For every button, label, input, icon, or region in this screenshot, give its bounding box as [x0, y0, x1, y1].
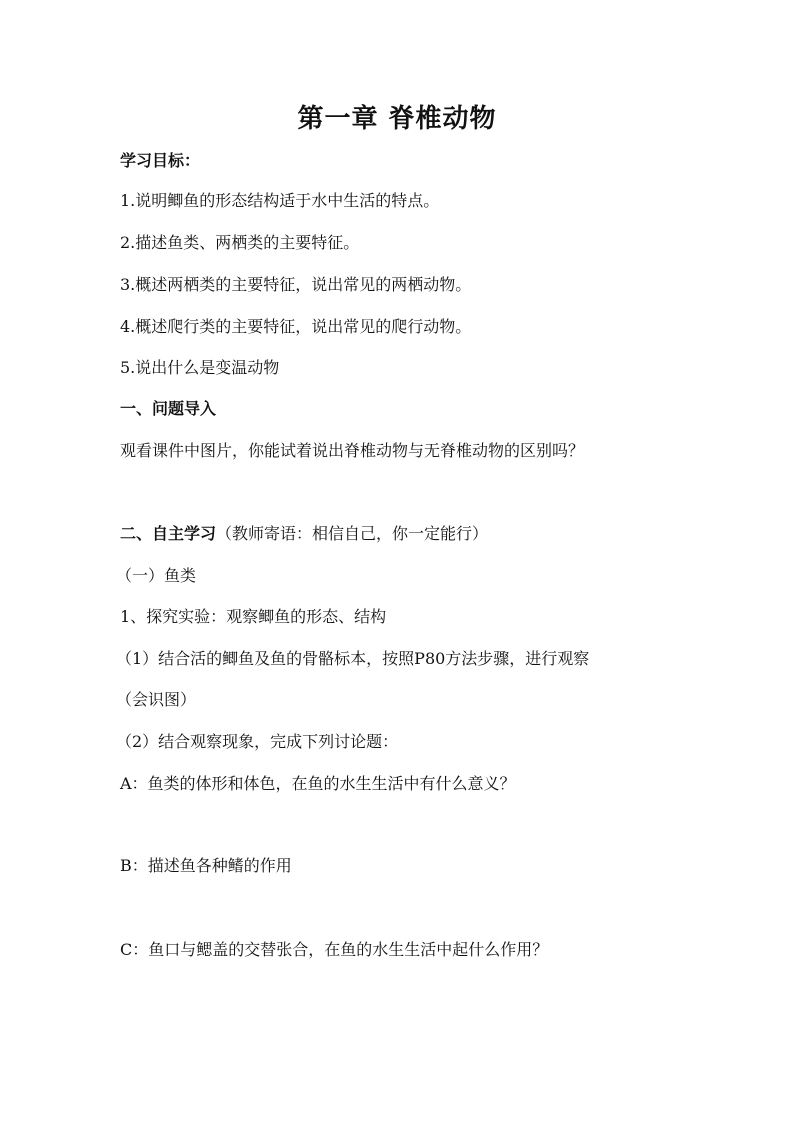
goal-item-3: 3.概述两栖类的主要特征，说出常见的两栖动物。 — [120, 275, 472, 294]
step1-line2: （会识图） — [116, 690, 197, 709]
section2-line — [120, 523, 488, 545]
section1-heading: 一、问题导入 — [120, 399, 217, 418]
section2-note: （教师寄语：相信自己，你一定能行） — [216, 524, 489, 543]
goal-item-4: 4.概述爬行类的主要特征，说出常见的爬行动物。 — [120, 317, 472, 336]
question-a: A：鱼类的体形和体色，在鱼的水生生活中有什么意义？ — [120, 774, 516, 793]
goals-heading: 学习目标： — [120, 151, 201, 170]
section1-text: 观看课件中图片，你能试着说出脊椎动物与无脊椎动物的区别吗？ — [120, 441, 585, 460]
page-title: 第一章 脊椎动物 — [297, 104, 497, 134]
subsection-fish: （一）鱼类 — [116, 566, 197, 585]
goal-item-2: 2.描述鱼类、两栖类的主要特征。 — [120, 233, 360, 252]
goal-item-5: 5.说出什么是变温动物 — [120, 358, 280, 377]
section2-heading: 二、自主学习 — [120, 524, 217, 543]
goal-item-1: 1.说明鲫鱼的形态结构适于水中生活的特点。 — [120, 191, 440, 210]
question-b: B：描述鱼各种鳍的作用 — [120, 856, 292, 875]
step1-line1: （1）结合活的鲫鱼及鱼的骨骼标本，按照P80方法步骤，进行观察 — [116, 649, 590, 668]
step2: （2）结合观察现象，完成下列讨论题： — [116, 732, 399, 751]
question-c: C：鱼口与鳃盖的交替张合，在鱼的水生生活中起什么作用？ — [120, 940, 549, 959]
experiment-item: 1、探究实验：观察鲫鱼的形态、结构 — [120, 607, 387, 626]
